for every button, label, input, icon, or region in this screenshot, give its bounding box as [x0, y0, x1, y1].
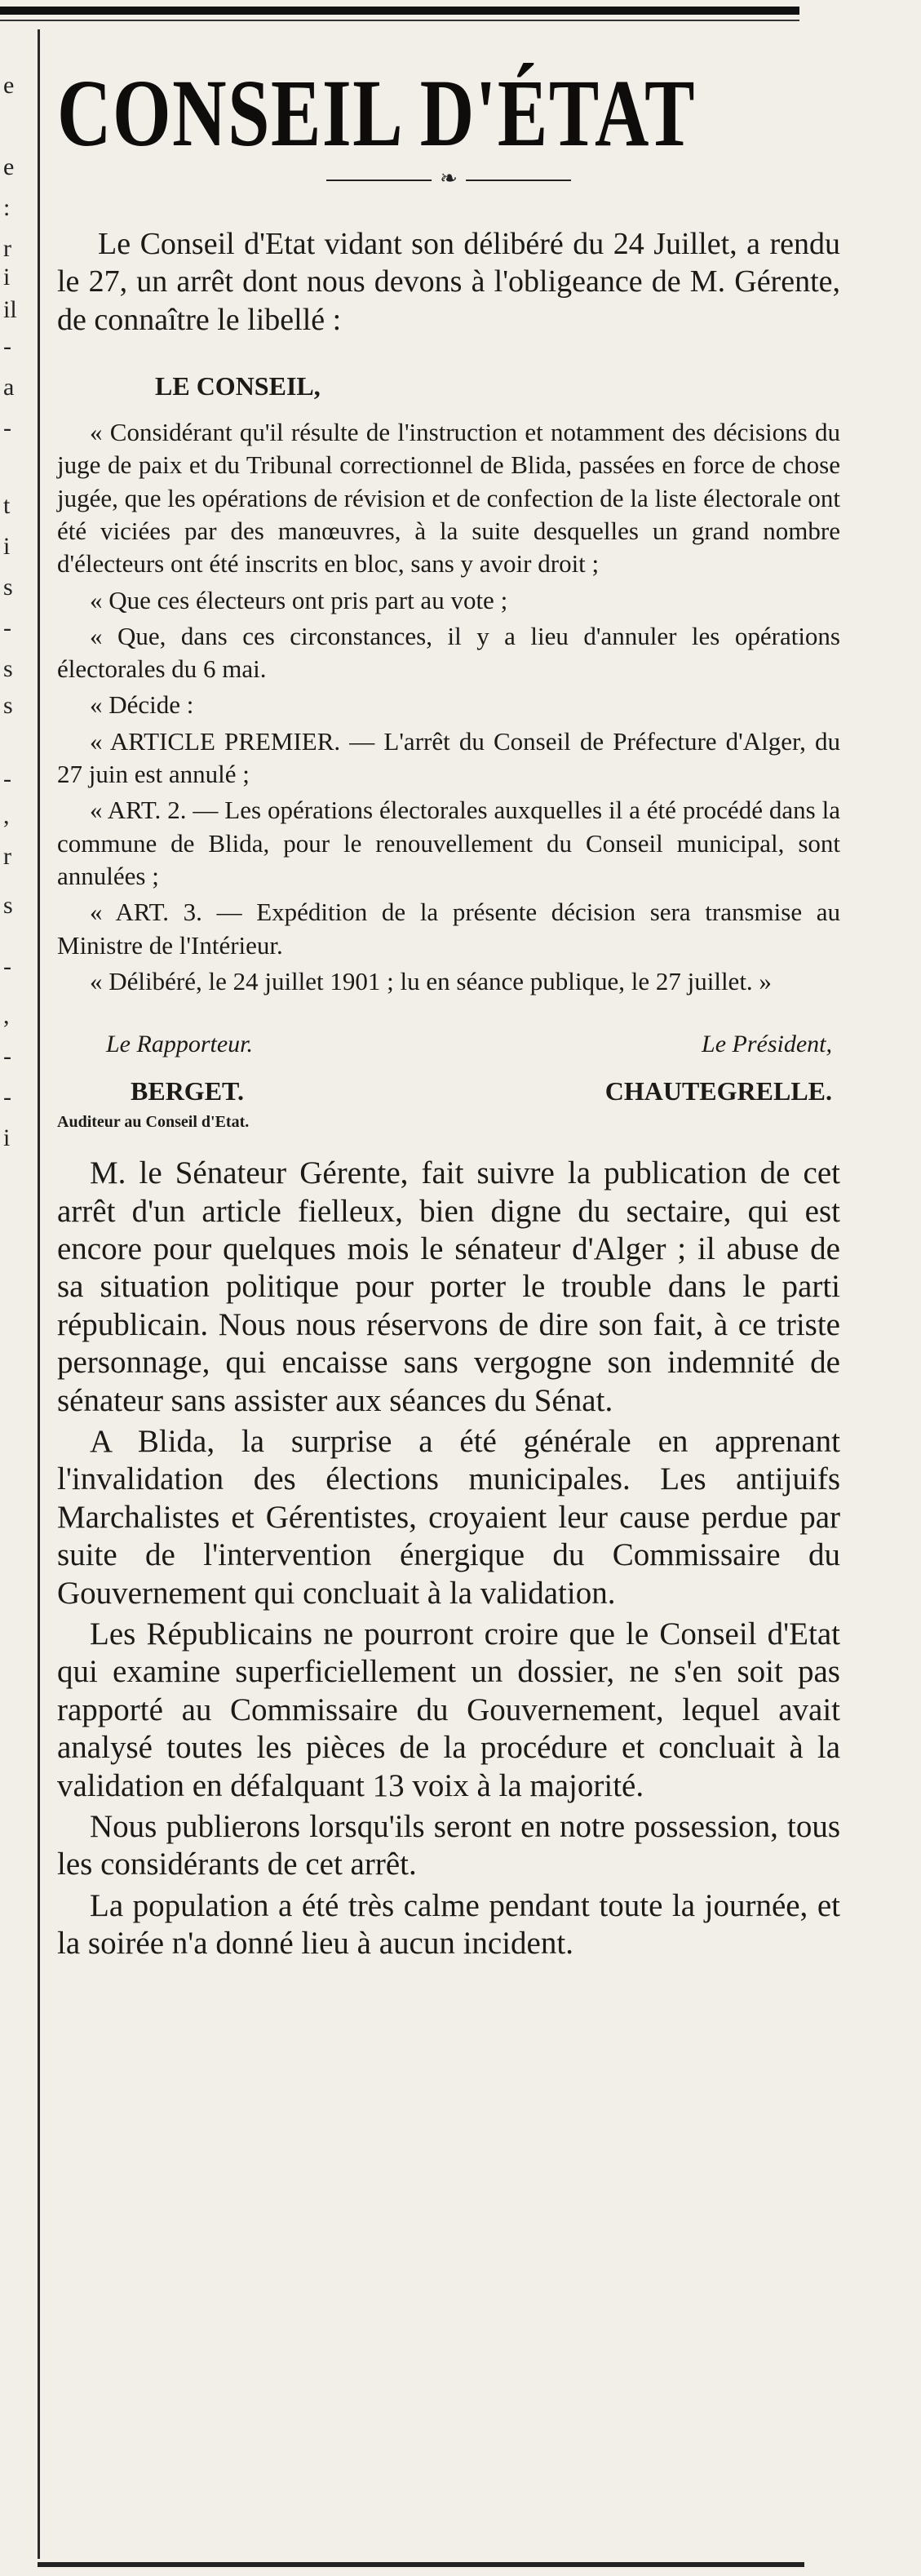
commentary-paragraph: Les Républicains ne pourront croire que le Conseil d'Etat qui examine superficiellement un dossier, ne s'en soit pas rapporté au Commissaire du Gouvernement, lequel avait analysé toutes les pièces de la procédure et concluait à la validation en défalquant 13 voix à la majorité.	[57, 1616, 840, 1803]
margin-fragment: -	[3, 333, 11, 360]
margin-fragment: i	[3, 533, 11, 560]
bottom-rule	[38, 2562, 804, 2567]
decision-paragraph: « Délibéré, le 24 juillet 1901 ; lu en séance publique, le 27 juillet. »	[90, 966, 772, 995]
president-name: CHAUTEGRELLE.	[604, 1076, 832, 1106]
president-title: Le Président,	[702, 1031, 832, 1058]
margin-fragment: a	[3, 374, 15, 401]
margin-fragment: :	[3, 194, 11, 221]
margin-fragment: -	[3, 765, 11, 792]
article-intro: Le Conseil d'Etat vidant son délibéré du 24 Juillet, a rendu le 27, un arrêt dont nous devons à l'obligeance de M. Gérente, de connaître le libellé :	[57, 227, 840, 337]
margin-fragment: e	[3, 153, 15, 180]
ornament-icon	[326, 166, 571, 196]
margin-fragment: -	[3, 1043, 11, 1070]
commentary-paragraph: La population a été très calme pendant toute la journée, et la soirée n'a donné lieu à aucun incident.	[57, 1887, 840, 1962]
rapporteur-subtitle: Auditeur au Conseil d'Etat.	[57, 1113, 250, 1132]
decision-paragraph: « Que, dans ces circonstances, il y a lieu d'annuler les opérations électorales du 6 mai.	[57, 621, 840, 684]
decision-text	[57, 416, 840, 998]
margin-fragment: s	[3, 892, 13, 919]
margin-fragment: r	[3, 235, 11, 262]
margin-fragment: -	[3, 953, 11, 980]
decision-heading: LE CONSEIL,	[155, 371, 321, 401]
margin-fragment: r	[3, 843, 11, 870]
margin-fragment: -	[3, 614, 11, 641]
decision-paragraph: « ART. 3. — Expédition de la présente décision sera transmise au Ministre de l'Intérieur.	[57, 898, 840, 960]
ornament-divider	[57, 166, 840, 202]
margin-fragment: i	[3, 1124, 11, 1151]
margin-fragment: ,	[3, 802, 10, 829]
decision-paragraph: « ARTICLE PREMIER. — L'arrêt du Conseil de Préfecture d'Alger, du 27 juin est annulé ;	[57, 726, 840, 789]
margin-fragment: s	[3, 692, 13, 719]
top-rule	[0, 7, 799, 15]
margin-fragment: e	[3, 72, 15, 99]
margin-fragment: i	[3, 264, 11, 290]
rapporteur-title: Le Rapporteur.	[106, 1031, 253, 1058]
article-headline: CONSEIL D'ÉTAT	[57, 60, 697, 166]
decision-paragraph: « ART. 2. — Les opérations électorales auxquelles il a été procédé dans la commune de Blida, pour le renouvellement du Conseil municipal, sont annulées ;	[57, 796, 840, 890]
top-rule-thin	[0, 20, 799, 21]
margin-fragment: t	[3, 492, 11, 519]
margin-fragment: -	[3, 415, 11, 441]
commentary-paragraph: A Blida, la surprise a été générale en apprenant l'invalidation des élections municipales. Les antijuifs Marchalistes et Gérentistes, croyaient leur cause perdue par suite de l'intervention énergique du Commissaire du Gouvernement qui concluait à la validation.	[57, 1423, 840, 1611]
signature-titles	[57, 1031, 840, 1058]
rapporteur-name: BERGET.	[131, 1076, 244, 1106]
ornament-glyph: ❧	[432, 166, 466, 191]
margin-fragment: ,	[3, 1002, 10, 1029]
margin-fragment: s	[3, 655, 13, 682]
article	[57, 60, 840, 1966]
commentary-paragraph: Nous publierons lorsqu'ils seront en notre possession, tous les considérants de cet arrêt.	[57, 1809, 840, 1882]
signature-names	[57, 1076, 840, 1106]
commentary-text	[57, 1155, 840, 1963]
margin-fragment: s	[3, 574, 13, 601]
commentary-paragraph: M. le Sénateur Gérente, fait suivre la publication de cet arrêt d'un article fielleux, bien digne du sectaire, qui est encore pour quelques mois le sénateur d'Alger ; il abuse de sa situation politique pour porter le trouble dans le parti républicain. Nous nous réservons de dire son fait, à ce triste personnage, qui encaisse sans vergogne son indemnité de sénateur sans assister aux séances du Sénat.	[57, 1155, 840, 1418]
column-divider	[38, 29, 40, 2559]
margin-fragment: il	[3, 296, 17, 323]
decision-paragraph: « Décide :	[90, 690, 194, 720]
decision-paragraph: « Considérant qu'il résulte de l'instruction et notamment des décisions du juge de paix et du Tribunal correctionnel de Blida, passées en force de chose jugée, que les opérations de révision et de confection de la liste électorale ont été viciées par des manœuvres, à la suite desquelles un grand nombre d'électeurs ont été inscrits en bloc, sans y avoir droit ;	[57, 418, 840, 579]
decision-paragraph: « Que ces électeurs ont pris part au vote ;	[90, 585, 508, 614]
margin-fragment: -	[3, 1084, 11, 1111]
